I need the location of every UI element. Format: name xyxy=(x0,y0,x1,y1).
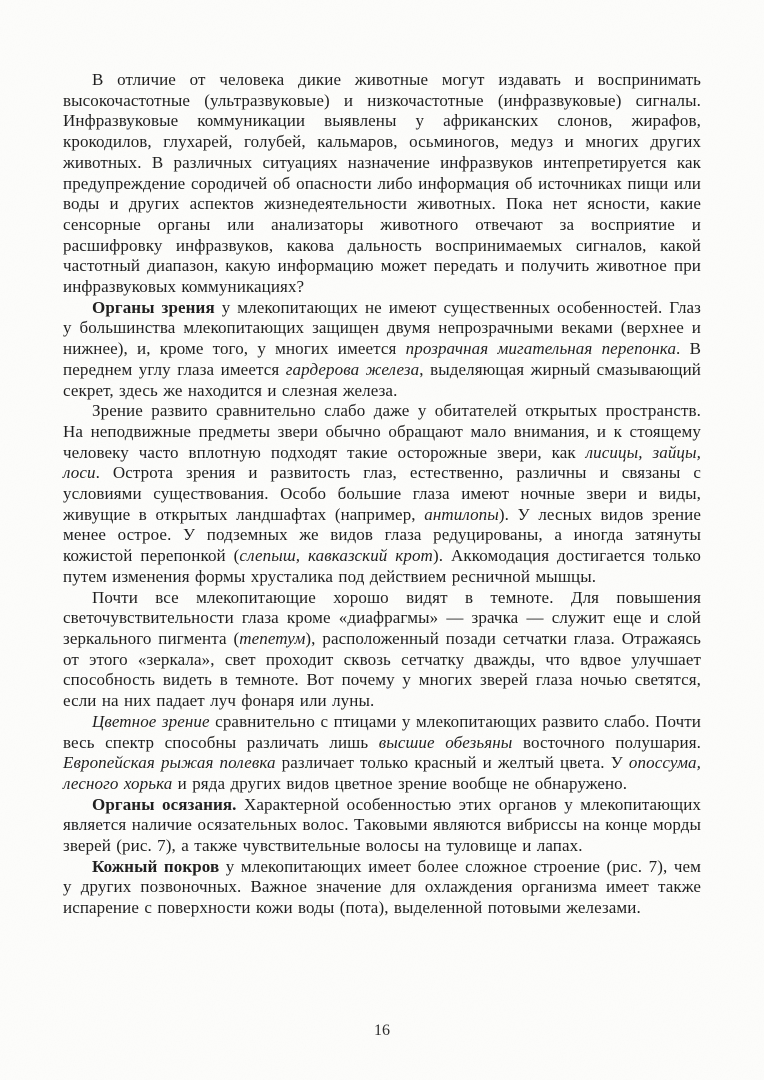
text-run-italic: лисицы, зайцы, лоси xyxy=(63,442,701,483)
text-run-normal: ). У лесных видов зрение менее острое. У подземных же видов глаза редуцированы, а иногда затянуты кожистой перепонкой ( xyxy=(63,504,702,566)
paragraph xyxy=(63,588,701,712)
paragraph xyxy=(63,70,701,298)
text-run-italic: тепетум xyxy=(239,628,306,648)
paragraph xyxy=(63,857,701,919)
text-run-normal: . Острота зрения и развитость глаз, естественно, различны и связаны с условиями существования. Особо большие глаза имеют ночные звери и виды, живущие в открытых ландшафтах (например, xyxy=(63,463,701,524)
text-run-italic: Цветное зрение xyxy=(92,711,210,731)
text-run-italic: слепыш, кавказский крот xyxy=(239,546,433,566)
text-run-normal: различает только красный и желтый цвета. У xyxy=(275,753,629,773)
text-run-normal: ), расположенный позади сетчатки глаза. Отражаясь от этого «зеркала», свет проходит сквозь сетчатку дважды, что вдвое улучшает способность видеть в темноте. Вот почему у многих зверей глаза ночью светятся, если на них падает луч фонаря или луны. xyxy=(63,628,701,711)
paragraph xyxy=(63,298,701,402)
text-run-normal: восточного полушария. xyxy=(512,732,701,752)
text-run-normal: сравнительно с птицами у млекопитающих развито слабо. Почти весь спектр способны различать лишь xyxy=(63,711,701,752)
page-text xyxy=(63,70,701,919)
text-run-italic: прозрачная мигательная перепонка xyxy=(405,339,677,359)
page-number: 16 xyxy=(374,1022,390,1039)
text-run-normal: Зрение развито сравнительно слабо даже у обитателей открытых пространств. На неподвижные предметы звери обычно обращают мало внимания, и к стоящему человеку часто вплотную подходят такие осторожные звери, как xyxy=(63,401,701,462)
text-run-italic: антилопы xyxy=(424,504,499,524)
text-run-normal: ). Аккомодация достигается только путем изменения формы хрусталика под действием ресничной мышцы. xyxy=(63,546,701,586)
text-run-normal: и ряда других видов цветное зрение вообще не обнаружено. xyxy=(172,773,628,793)
paragraph xyxy=(63,712,701,795)
text-run-italic: Европейская рыжая полевка xyxy=(63,753,276,773)
text-run-bold: Органы зрения xyxy=(92,297,215,317)
text-run-bold: Кожный покров xyxy=(92,856,220,876)
text-run-normal: Почти все млекопитающие хорошо видят в темноте. Для повышения светочувствительности глаза кроме «диафрагмы» — зрачка — служит еще и слой зеркального пигмента ( xyxy=(63,587,701,648)
text-run-normal: В отличие от человека дикие животные могут издавать и воспринимать высокочастотные (ультразвуковые) и низкочастотные (инфразвуковые) сигналы. Инфразвуковые коммуникации выявлены у африканских слонов, жирафов, крокодилов, глухарей, голубей, кальмаров, осьминогов, медуз и многих других животных. В различных ситуациях назначение инфразвуков интепретируется как предупреждение сородичей об опасности либо информация об источниках пищи или воды и других аспектов жизнедеятельности животных. Пока нет ясности, какие сенсорные органы или анализаторы животного отвечают за восприятие и расшифровку инфразвуков, какова дальность воспринимаемых сигналов, какой частотный диапазон, какую информацию может передать и получить животное при инфразвуковых коммуникациях? xyxy=(63,70,701,297)
text-run-italic: высшие обезьяны xyxy=(378,732,513,752)
text-run-normal: , выделяющая жирный смазывающий секрет, здесь же находится и слезная железа. xyxy=(63,359,701,400)
paragraph xyxy=(63,401,701,587)
text-run-italic: опоссума, лесного хорька xyxy=(63,753,702,793)
text-run-normal: у млекопитающих имеет более сложное строение (рис. 7), чем у других позвоночных. Важное значение для охлаждения организма имеет также испарение с поверхности кожи воды (пота), выделенной потовыми железами. xyxy=(63,856,701,918)
text-run-italic: гардерова железа xyxy=(285,359,420,379)
paragraph xyxy=(63,795,701,857)
text-run-bold: Органы осязания. xyxy=(92,794,237,814)
text-run-normal: Характерной особенностью этих органов у млекопитающих является наличие осязательных волос. Таковыми являются вибриссы на конце морды зверей (рис. 7), а также чувствительные волосы на туловище и лапах. xyxy=(63,794,701,856)
text-run-normal: . В переднем углу глаза имеется xyxy=(63,339,702,379)
text-run-normal: у млекопитающих не имеют существенных особенностей. Глаз у большинства млекопитающих защищен двумя непрозрачными веками (верхнее и нижнее), и, кроме того, у многих имеется xyxy=(63,297,701,359)
